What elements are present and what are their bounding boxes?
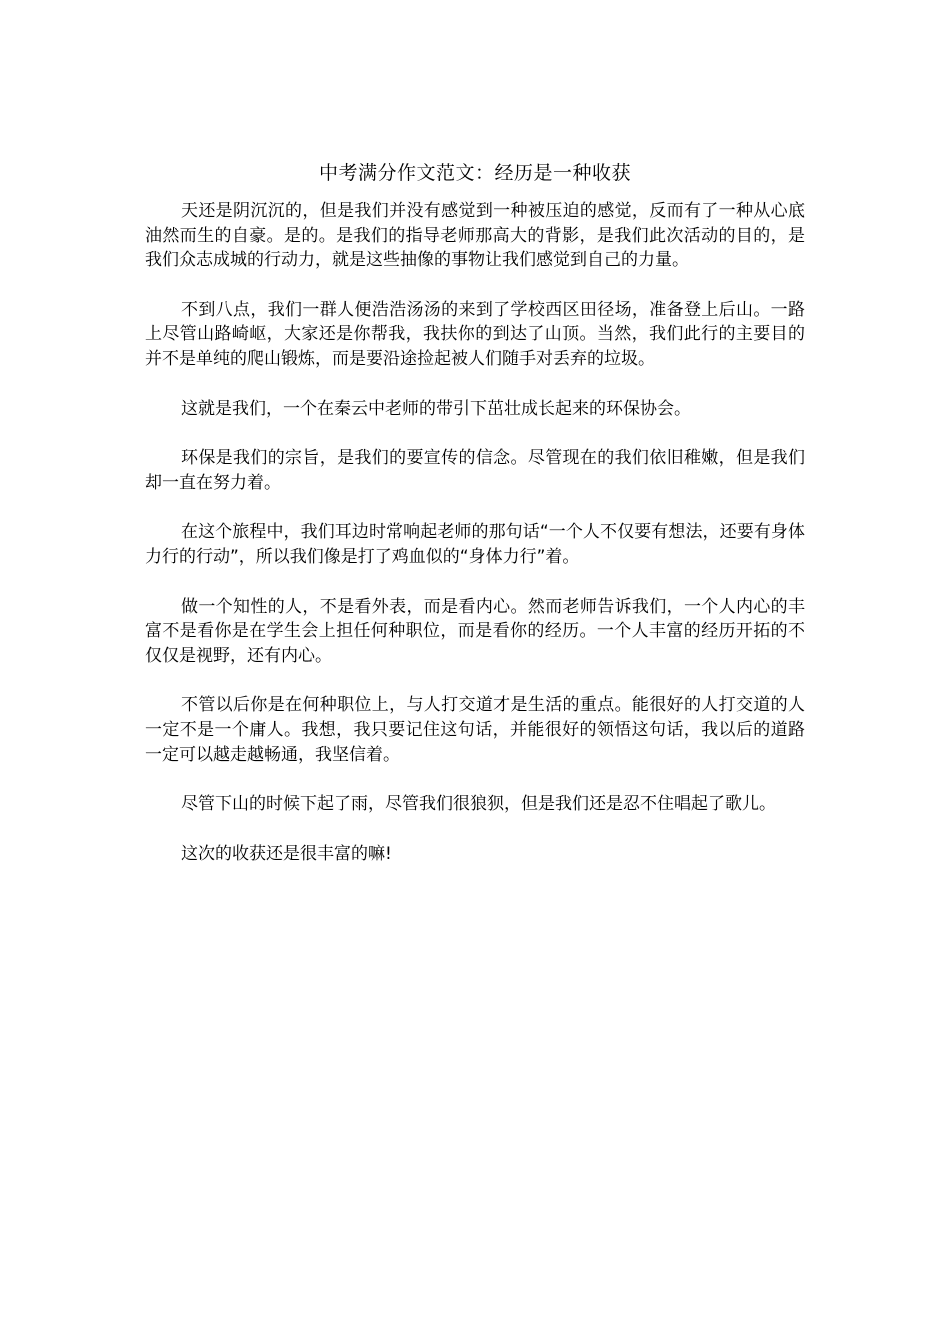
- document-body: [145, 199, 805, 891]
- paragraph: 这次的收获还是很丰富的嘛!: [181, 843, 392, 864]
- document-title: 中考满分作文范文：经历是一种收获: [318, 162, 631, 184]
- paragraph: 不到八点，我们一群人便浩浩汤汤的来到了学校西区田径场，准备登上后山。一路上尽管山路崎岖，大家还是你帮我，我扶你的到达了山顶。当然，我们此行的主要目的并不是单纯的爬山锻炼，而是要沿途捡起被人们随手对丢弃的垃圾。: [145, 299, 805, 369]
- paragraph: 天还是阴沉沉的，但是我们并没有感觉到一种被压迫的感觉，反而有了一种从心底油然而生的自豪。是的。是我们的指导老师那高大的背影，是我们此次活动的目的，是我们众志成城的行动力，就是这些抽像的事物让我们感觉到自己的力量。: [145, 201, 805, 271]
- paragraph: 这就是我们，一个在秦云中老师的带引下茁壮成长起来的环保协会。: [181, 398, 691, 419]
- paragraph: 环保是我们的宗旨，是我们的要宣传的信念。尽管现在的我们依旧稚嫩，但是我们却一直在努力着。: [145, 448, 805, 493]
- paragraph: 不管以后你是在何种职位上，与人打交道才是生活的重点。能很好的人打交道的人一定不是一个庸人。我想，我只要记住这句话，并能很好的领悟这句话，我以后的道路一定可以越走越畅通，我坚信着。: [145, 695, 805, 765]
- paragraph: 做一个知性的人，不是看外表，而是看内心。然而老师告诉我们，一个人内心的丰富不是看你是在学生会上担任何种职位，而是看你的经历。一个人丰富的经历开拓的不仅仅是视野，还有内心。: [145, 596, 805, 666]
- paragraph: 尽管下山的时候下起了雨，尽管我们很狼狈，但是我们还是忍不住唱起了歌儿。: [181, 794, 776, 815]
- paragraph: 在这个旅程中，我们耳边时常响起老师的那句话“一个人不仅要有想法，还要有身体力行的行动”，所以我们像是打了鸡血似的“身体力行”着。: [145, 522, 805, 567]
